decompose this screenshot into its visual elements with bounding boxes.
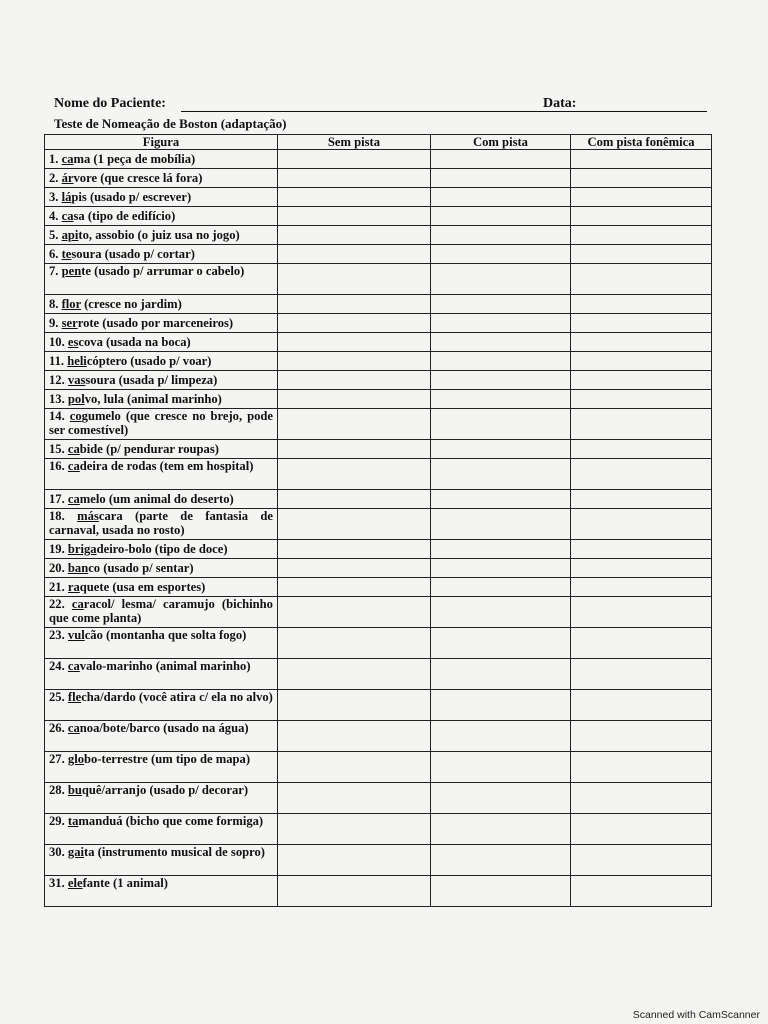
response-cell-com-pista[interactable] bbox=[431, 207, 571, 226]
response-cell-com-pista[interactable] bbox=[431, 752, 571, 783]
phonemic-cue: ban bbox=[67, 561, 89, 575]
phonemic-cue: ca bbox=[67, 659, 80, 673]
response-cell-com-pista[interactable] bbox=[431, 540, 571, 559]
response-cell-com-pista-fonemica[interactable] bbox=[571, 690, 712, 721]
response-cell-com-pista-fonemica[interactable] bbox=[571, 150, 712, 169]
response-cell-sem-pista[interactable] bbox=[278, 226, 431, 245]
patient-name-field[interactable] bbox=[181, 111, 591, 112]
table-row bbox=[45, 752, 712, 783]
response-cell-sem-pista[interactable] bbox=[278, 150, 431, 169]
response-cell-sem-pista[interactable] bbox=[278, 490, 431, 509]
table-row bbox=[45, 409, 712, 440]
response-cell-sem-pista[interactable] bbox=[278, 333, 431, 352]
response-cell-sem-pista[interactable] bbox=[278, 352, 431, 371]
item-description: ta (instrumento musical de sopro) bbox=[84, 845, 265, 859]
response-cell-com-pista-fonemica[interactable] bbox=[571, 440, 712, 459]
figure-cell bbox=[45, 490, 278, 509]
response-cell-com-pista-fonemica[interactable] bbox=[571, 371, 712, 390]
response-cell-sem-pista[interactable] bbox=[278, 390, 431, 409]
item-description: to, assobio (o juiz usa no jogo) bbox=[78, 228, 240, 242]
response-cell-sem-pista[interactable] bbox=[278, 207, 431, 226]
figure-cell bbox=[45, 540, 278, 559]
phonemic-cue: lá bbox=[61, 190, 72, 204]
item-description: cóptero (usado p/ voar) bbox=[86, 354, 212, 368]
phonemic-cue: glo bbox=[67, 752, 84, 766]
item-number: 19. bbox=[49, 542, 65, 556]
phonemic-cue: más bbox=[77, 509, 99, 523]
response-cell-com-pista-fonemica[interactable] bbox=[571, 409, 712, 440]
item-number: 25. bbox=[49, 690, 65, 704]
response-cell-com-pista[interactable] bbox=[431, 509, 571, 540]
item-number: 10. bbox=[49, 335, 65, 349]
figure-cell bbox=[45, 188, 278, 207]
date-field[interactable] bbox=[581, 111, 707, 112]
item-description: valo-marinho (animal marinho) bbox=[79, 659, 251, 673]
response-cell-sem-pista[interactable] bbox=[278, 459, 431, 490]
response-cell-com-pista-fonemica[interactable] bbox=[571, 752, 712, 783]
item-number: 2. bbox=[49, 171, 59, 185]
table-row bbox=[45, 721, 712, 752]
response-cell-com-pista[interactable] bbox=[431, 876, 571, 907]
item-description: gumelo (que cresce no brejo, pode ser comestível) bbox=[49, 409, 273, 437]
response-cell-sem-pista[interactable] bbox=[278, 721, 431, 752]
response-cell-com-pista-fonemica[interactable] bbox=[571, 814, 712, 845]
figure-cell bbox=[45, 628, 278, 659]
item-number: 20. bbox=[49, 561, 65, 575]
table-row bbox=[45, 352, 712, 371]
column-header-sem-pista: Sem pista bbox=[278, 135, 431, 150]
table-row bbox=[45, 845, 712, 876]
response-cell-com-pista[interactable] bbox=[431, 845, 571, 876]
response-cell-sem-pista[interactable] bbox=[278, 509, 431, 540]
patient-header bbox=[54, 96, 710, 114]
phonemic-cue: flor bbox=[61, 297, 81, 311]
response-cell-sem-pista[interactable] bbox=[278, 876, 431, 907]
date-label: Data: bbox=[543, 96, 577, 111]
figure-cell bbox=[45, 721, 278, 752]
response-cell-sem-pista[interactable] bbox=[278, 188, 431, 207]
table-row bbox=[45, 578, 712, 597]
figure-cell bbox=[45, 509, 278, 540]
item-number: 16. bbox=[49, 459, 65, 473]
item-number: 18. bbox=[49, 509, 65, 523]
item-number: 26. bbox=[49, 721, 65, 735]
phonemic-cue: ca bbox=[67, 442, 80, 456]
response-cell-sem-pista[interactable] bbox=[278, 314, 431, 333]
figure-cell bbox=[45, 150, 278, 169]
phonemic-cue: ca bbox=[67, 721, 80, 735]
response-cell-com-pista[interactable] bbox=[431, 169, 571, 188]
item-description: noa/bote/barco (usado na água) bbox=[79, 721, 249, 735]
figure-cell bbox=[45, 783, 278, 814]
item-description: te (usado p/ arrumar o cabelo) bbox=[81, 264, 245, 278]
item-description: quê/arranjo (usado p/ decorar) bbox=[81, 783, 249, 797]
phonemic-cue: ca bbox=[61, 209, 74, 223]
response-cell-com-pista[interactable] bbox=[431, 390, 571, 409]
response-cell-com-pista-fonemica[interactable] bbox=[571, 226, 712, 245]
phonemic-cue: api bbox=[61, 228, 79, 242]
table-row bbox=[45, 814, 712, 845]
naming-test-table bbox=[44, 134, 712, 907]
item-description: quete (usa em esportes) bbox=[79, 580, 206, 594]
phonemic-cue: ár bbox=[61, 171, 74, 185]
phonemic-cue: ca bbox=[61, 152, 74, 166]
response-cell-com-pista-fonemica[interactable] bbox=[571, 509, 712, 540]
response-cell-sem-pista[interactable] bbox=[278, 845, 431, 876]
item-number: 5. bbox=[49, 228, 59, 242]
figure-cell bbox=[45, 597, 278, 628]
response-cell-com-pista-fonemica[interactable] bbox=[571, 207, 712, 226]
response-cell-com-pista[interactable] bbox=[431, 188, 571, 207]
phonemic-cue: es bbox=[67, 335, 79, 349]
item-description: manduá (bicho que come formiga) bbox=[78, 814, 264, 828]
response-cell-sem-pista[interactable] bbox=[278, 245, 431, 264]
response-cell-com-pista[interactable] bbox=[431, 597, 571, 628]
item-number: 31. bbox=[49, 876, 65, 890]
response-cell-com-pista[interactable] bbox=[431, 352, 571, 371]
table-row bbox=[45, 509, 712, 540]
response-cell-com-pista-fonemica[interactable] bbox=[571, 783, 712, 814]
phonemic-cue: ca bbox=[67, 459, 80, 473]
table-row bbox=[45, 390, 712, 409]
table-row bbox=[45, 628, 712, 659]
item-number: 11. bbox=[49, 354, 65, 368]
item-description: racol/ lesma/ caramujo (bichinho que come planta) bbox=[49, 597, 273, 625]
item-number: 12. bbox=[49, 373, 65, 387]
response-cell-com-pista-fonemica[interactable] bbox=[571, 721, 712, 752]
table-row bbox=[45, 207, 712, 226]
response-cell-sem-pista[interactable] bbox=[278, 440, 431, 459]
table-row bbox=[45, 559, 712, 578]
response-cell-sem-pista[interactable] bbox=[278, 295, 431, 314]
response-cell-com-pista[interactable] bbox=[431, 578, 571, 597]
item-description: soura (usada p/ limpeza) bbox=[85, 373, 218, 387]
table-row bbox=[45, 264, 712, 295]
figure-cell bbox=[45, 207, 278, 226]
phonemic-cue: pen bbox=[61, 264, 82, 278]
test-title: Teste de Nomeação de Boston (adaptação) bbox=[54, 116, 287, 131]
figure-cell bbox=[45, 409, 278, 440]
response-cell-com-pista-fonemica[interactable] bbox=[571, 659, 712, 690]
item-number: 7. bbox=[49, 264, 59, 278]
column-header-com-pista-fonemica: Com pista fonêmica bbox=[571, 135, 712, 150]
item-number: 1. bbox=[49, 152, 59, 166]
response-cell-com-pista[interactable] bbox=[431, 559, 571, 578]
response-cell-com-pista[interactable] bbox=[431, 150, 571, 169]
table-row bbox=[45, 245, 712, 264]
response-cell-com-pista[interactable] bbox=[431, 264, 571, 295]
table-row bbox=[45, 597, 712, 628]
response-cell-com-pista[interactable] bbox=[431, 409, 571, 440]
item-description: soura (usado p/ cortar) bbox=[71, 247, 195, 261]
response-cell-com-pista-fonemica[interactable] bbox=[571, 845, 712, 876]
response-cell-sem-pista[interactable] bbox=[278, 628, 431, 659]
table-row bbox=[45, 490, 712, 509]
phonemic-cue: bu bbox=[67, 783, 82, 797]
response-cell-com-pista-fonemica[interactable] bbox=[571, 876, 712, 907]
table-row bbox=[45, 659, 712, 690]
item-number: 24. bbox=[49, 659, 65, 673]
table-row bbox=[45, 371, 712, 390]
response-cell-com-pista-fonemica[interactable] bbox=[571, 578, 712, 597]
item-number: 15. bbox=[49, 442, 65, 456]
item-description: deiro-bolo (tipo de doce) bbox=[96, 542, 228, 556]
figure-cell bbox=[45, 559, 278, 578]
figure-cell bbox=[45, 264, 278, 295]
column-header-com-pista: Com pista bbox=[431, 135, 571, 150]
table-row bbox=[45, 459, 712, 490]
table-row bbox=[45, 540, 712, 559]
phonemic-cue: fle bbox=[67, 690, 82, 704]
response-cell-com-pista[interactable] bbox=[431, 371, 571, 390]
phonemic-cue: gai bbox=[67, 845, 84, 859]
response-cell-sem-pista[interactable] bbox=[278, 814, 431, 845]
phonemic-cue: ele bbox=[67, 876, 83, 890]
table-row bbox=[45, 169, 712, 188]
response-cell-com-pista-fonemica[interactable] bbox=[571, 559, 712, 578]
item-description: vore (que cresce lá fora) bbox=[73, 171, 203, 185]
item-description: bo-terrestre (um tipo de mapa) bbox=[84, 752, 251, 766]
figure-cell bbox=[45, 845, 278, 876]
response-cell-com-pista[interactable] bbox=[431, 295, 571, 314]
item-number: 29. bbox=[49, 814, 65, 828]
item-description: cão (montanha que solta fogo) bbox=[84, 628, 247, 642]
phonemic-cue: ta bbox=[67, 814, 79, 828]
item-description: deira de rodas (tem em hospital) bbox=[79, 459, 254, 473]
figure-cell bbox=[45, 333, 278, 352]
table-row bbox=[45, 783, 712, 814]
response-cell-sem-pista[interactable] bbox=[278, 752, 431, 783]
response-cell-com-pista[interactable] bbox=[431, 814, 571, 845]
response-cell-com-pista-fonemica[interactable] bbox=[571, 169, 712, 188]
response-cell-com-pista-fonemica[interactable] bbox=[571, 314, 712, 333]
response-cell-com-pista-fonemica[interactable] bbox=[571, 333, 712, 352]
response-cell-com-pista[interactable] bbox=[431, 440, 571, 459]
item-description: (cresce no jardim) bbox=[80, 297, 182, 311]
item-description: sa (tipo de edifício) bbox=[73, 209, 176, 223]
response-cell-sem-pista[interactable] bbox=[278, 783, 431, 814]
item-description: melo (um animal do deserto) bbox=[79, 492, 234, 506]
item-number: 4. bbox=[49, 209, 59, 223]
response-cell-com-pista[interactable] bbox=[431, 314, 571, 333]
table-row bbox=[45, 314, 712, 333]
figure-cell bbox=[45, 690, 278, 721]
item-description: cha/dardo (você atira c/ ela no alvo) bbox=[81, 690, 273, 704]
response-cell-sem-pista[interactable] bbox=[278, 597, 431, 628]
response-cell-sem-pista[interactable] bbox=[278, 169, 431, 188]
item-number: 21. bbox=[49, 580, 65, 594]
figure-cell bbox=[45, 314, 278, 333]
response-cell-com-pista[interactable] bbox=[431, 628, 571, 659]
response-cell-com-pista[interactable] bbox=[431, 783, 571, 814]
item-number: 23. bbox=[49, 628, 65, 642]
column-header-figura: Figura bbox=[45, 135, 278, 150]
figure-cell bbox=[45, 371, 278, 390]
figure-cell bbox=[45, 752, 278, 783]
figure-cell bbox=[45, 876, 278, 907]
item-description: pis (usado p/ escrever) bbox=[71, 190, 192, 204]
table-row bbox=[45, 440, 712, 459]
item-description: co (usado p/ sentar) bbox=[88, 561, 194, 575]
response-cell-com-pista-fonemica[interactable] bbox=[571, 264, 712, 295]
item-description: bide (p/ pendurar roupas) bbox=[79, 442, 219, 456]
figure-cell bbox=[45, 226, 278, 245]
response-cell-sem-pista[interactable] bbox=[278, 264, 431, 295]
response-cell-com-pista-fonemica[interactable] bbox=[571, 597, 712, 628]
figure-cell bbox=[45, 440, 278, 459]
figure-cell bbox=[45, 578, 278, 597]
response-cell-sem-pista[interactable] bbox=[278, 371, 431, 390]
figure-cell bbox=[45, 295, 278, 314]
response-cell-com-pista[interactable] bbox=[431, 333, 571, 352]
response-cell-com-pista-fonemica[interactable] bbox=[571, 352, 712, 371]
response-cell-com-pista-fonemica[interactable] bbox=[571, 459, 712, 490]
item-description: ma (1 peça de mobília) bbox=[73, 152, 196, 166]
item-number: 13. bbox=[49, 392, 65, 406]
response-cell-com-pista-fonemica[interactable] bbox=[571, 540, 712, 559]
phonemic-cue: ca bbox=[67, 492, 80, 506]
scanner-watermark: Scanned with CamScanner bbox=[632, 1009, 760, 1021]
table-row bbox=[45, 876, 712, 907]
item-number: 17. bbox=[49, 492, 65, 506]
figure-cell bbox=[45, 169, 278, 188]
response-cell-com-pista[interactable] bbox=[431, 245, 571, 264]
response-cell-com-pista-fonemica[interactable] bbox=[571, 188, 712, 207]
table-row bbox=[45, 333, 712, 352]
response-cell-com-pista-fonemica[interactable] bbox=[571, 390, 712, 409]
response-cell-com-pista-fonemica[interactable] bbox=[571, 628, 712, 659]
phonemic-cue: vul bbox=[67, 628, 85, 642]
item-number: 28. bbox=[49, 783, 65, 797]
response-cell-sem-pista[interactable] bbox=[278, 578, 431, 597]
phonemic-cue: vas bbox=[67, 373, 86, 387]
table-row bbox=[45, 188, 712, 207]
item-number: 6. bbox=[49, 247, 59, 261]
response-cell-com-pista[interactable] bbox=[431, 226, 571, 245]
response-cell-com-pista-fonemica[interactable] bbox=[571, 490, 712, 509]
figure-cell bbox=[45, 814, 278, 845]
item-number: 8. bbox=[49, 297, 59, 311]
response-cell-sem-pista[interactable] bbox=[278, 409, 431, 440]
response-cell-com-pista[interactable] bbox=[431, 690, 571, 721]
phonemic-cue: pol bbox=[67, 392, 85, 406]
phonemic-cue: ca bbox=[71, 597, 84, 611]
figure-cell bbox=[45, 390, 278, 409]
figure-cell bbox=[45, 352, 278, 371]
item-number: 22. bbox=[49, 597, 65, 611]
phonemic-cue: co bbox=[69, 409, 82, 423]
phonemic-cue: briga bbox=[67, 542, 97, 556]
response-cell-com-pista[interactable] bbox=[431, 459, 571, 490]
response-cell-sem-pista[interactable] bbox=[278, 540, 431, 559]
table-row bbox=[45, 150, 712, 169]
item-description: cova (usada na boca) bbox=[78, 335, 191, 349]
response-cell-com-pista[interactable] bbox=[431, 721, 571, 752]
phonemic-cue: ra bbox=[67, 580, 80, 594]
table-row bbox=[45, 690, 712, 721]
item-number: 27. bbox=[49, 752, 65, 766]
phonemic-cue: ser bbox=[61, 316, 78, 330]
item-description: rote (usado por marceneiros) bbox=[77, 316, 234, 330]
response-cell-com-pista[interactable] bbox=[431, 490, 571, 509]
patient-name-label: Nome do Paciente: bbox=[54, 96, 166, 111]
response-cell-com-pista[interactable] bbox=[431, 659, 571, 690]
item-description: fante (1 animal) bbox=[82, 876, 168, 890]
response-cell-sem-pista[interactable] bbox=[278, 690, 431, 721]
phonemic-cue: heli bbox=[67, 354, 87, 368]
item-description: cara (parte de fantasia de carnaval, usada no rosto) bbox=[49, 509, 273, 537]
response-cell-sem-pista[interactable] bbox=[278, 559, 431, 578]
item-number: 14. bbox=[49, 409, 65, 423]
item-description: vo, lula (animal marinho) bbox=[84, 392, 222, 406]
phonemic-cue: te bbox=[61, 247, 72, 261]
table-row bbox=[45, 226, 712, 245]
figure-cell bbox=[45, 245, 278, 264]
response-cell-com-pista-fonemica[interactable] bbox=[571, 245, 712, 264]
response-cell-sem-pista[interactable] bbox=[278, 659, 431, 690]
figure-cell bbox=[45, 459, 278, 490]
figure-cell bbox=[45, 659, 278, 690]
item-number: 30. bbox=[49, 845, 65, 859]
item-number: 3. bbox=[49, 190, 59, 204]
item-number: 9. bbox=[49, 316, 59, 330]
table-row bbox=[45, 295, 712, 314]
table-body bbox=[45, 150, 712, 907]
response-cell-com-pista-fonemica[interactable] bbox=[571, 295, 712, 314]
